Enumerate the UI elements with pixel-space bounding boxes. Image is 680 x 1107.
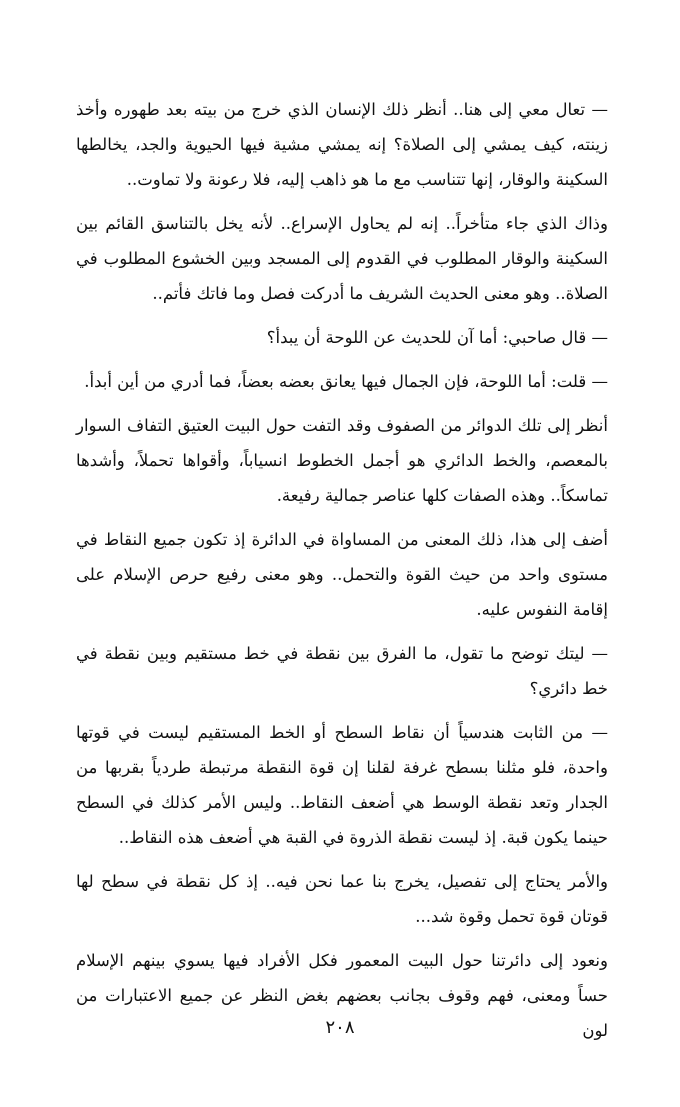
page-number: ٢٠٨ (325, 1017, 355, 1038)
paragraph-2: وذاك الذي جاء متأخراً.. إنه لم يحاول الإسراع.. لأنه يخل بالتناسق القائم بين السكينة والوقار المطلوب في القدوم إلى المسجد وبين الخشوع المطلوب في الصلاة.. وهو معنى الحديث الشريف ما أدركت فصل وما فاتك فأتم.. (76, 214, 608, 303)
paragraph-9: والأمر يحتاج إلى تفصيل، يخرج بنا عما نحن فيه.. إذ كل نقطة في سطح لها قوتان قوة تحمل وقوة شد... (76, 872, 608, 926)
paragraph-10: ونعود إلى دائرتنا حول البيت المعمور فكل الأفراد فيها يسوي بينهم الإسلام حساً ومعنى، فهم وقوف بجانب بعضهم بغض النظر عن جميع الاعتبارات من لون (76, 951, 608, 1040)
paragraph-8: — من الثابت هندسياً أن نقاط السطح أو الخط المستقيم ليست في قوتها واحدة، فلو مثلنا بسطح غرفة لقلنا إن قوة النقطة مرتبطة طردياً بقربها من الجدار وتعد نقطة الوسط هي أضعف النقاط.. وليس الأمر كذلك في السطح حينما يكون قبة. إذ ليست نقطة الذروة في القبة هي أضعف هذه النقاط.. (76, 723, 608, 847)
paragraph-6: أضف إلى هذا، ذلك المعنى من المساواة في الدائرة إذ تكون جميع النقاط في مستوى واحد من حيث القوة والتحمل.. وهو معنى رفيع حرص الإسلام على إقامة النفوس عليه. (76, 530, 608, 619)
paragraph-5: أنظر إلى تلك الدوائر من الصفوف وقد التفت حول البيت العتيق التفاف السوار بالمعصم، والخط الدائري هو أجمل الخطوط انسياباً، وأقواها تحملاً، وأشدها تماسكاً.. وهذه الصفات كلها عناصر جمالية رفيعة. (76, 416, 608, 505)
paragraph-1: — تعال معي إلى هنا.. أنظر ذلك الإنسان الذي خرج من بيته بعد طهوره وأخذ زينته، كيف يمشي إلى الصلاة؟ إنه يمشي مشية فيها الحيوية والجد، يخالطها السكينة والوقار، إنها تتناسب مع ما هو ذاهب إليه، فلا رعونة ولا تماوت.. (76, 100, 609, 189)
body-text (76, 92, 608, 1057)
paragraph-7: — ليتك توضح ما تقول، ما الفرق بين نقطة في خط مستقيم وبين نقطة في خط دائري؟ (76, 644, 608, 698)
paragraph-4: — قلت: أما اللوحة، فإن الجمال فيها يعانق بعضه بعضاً، فما أدري من أين أبدأ. (84, 372, 608, 391)
paragraph-3: — قال صاحبي: أما آن للحديث عن اللوحة أن يبدأ؟ (266, 328, 608, 347)
